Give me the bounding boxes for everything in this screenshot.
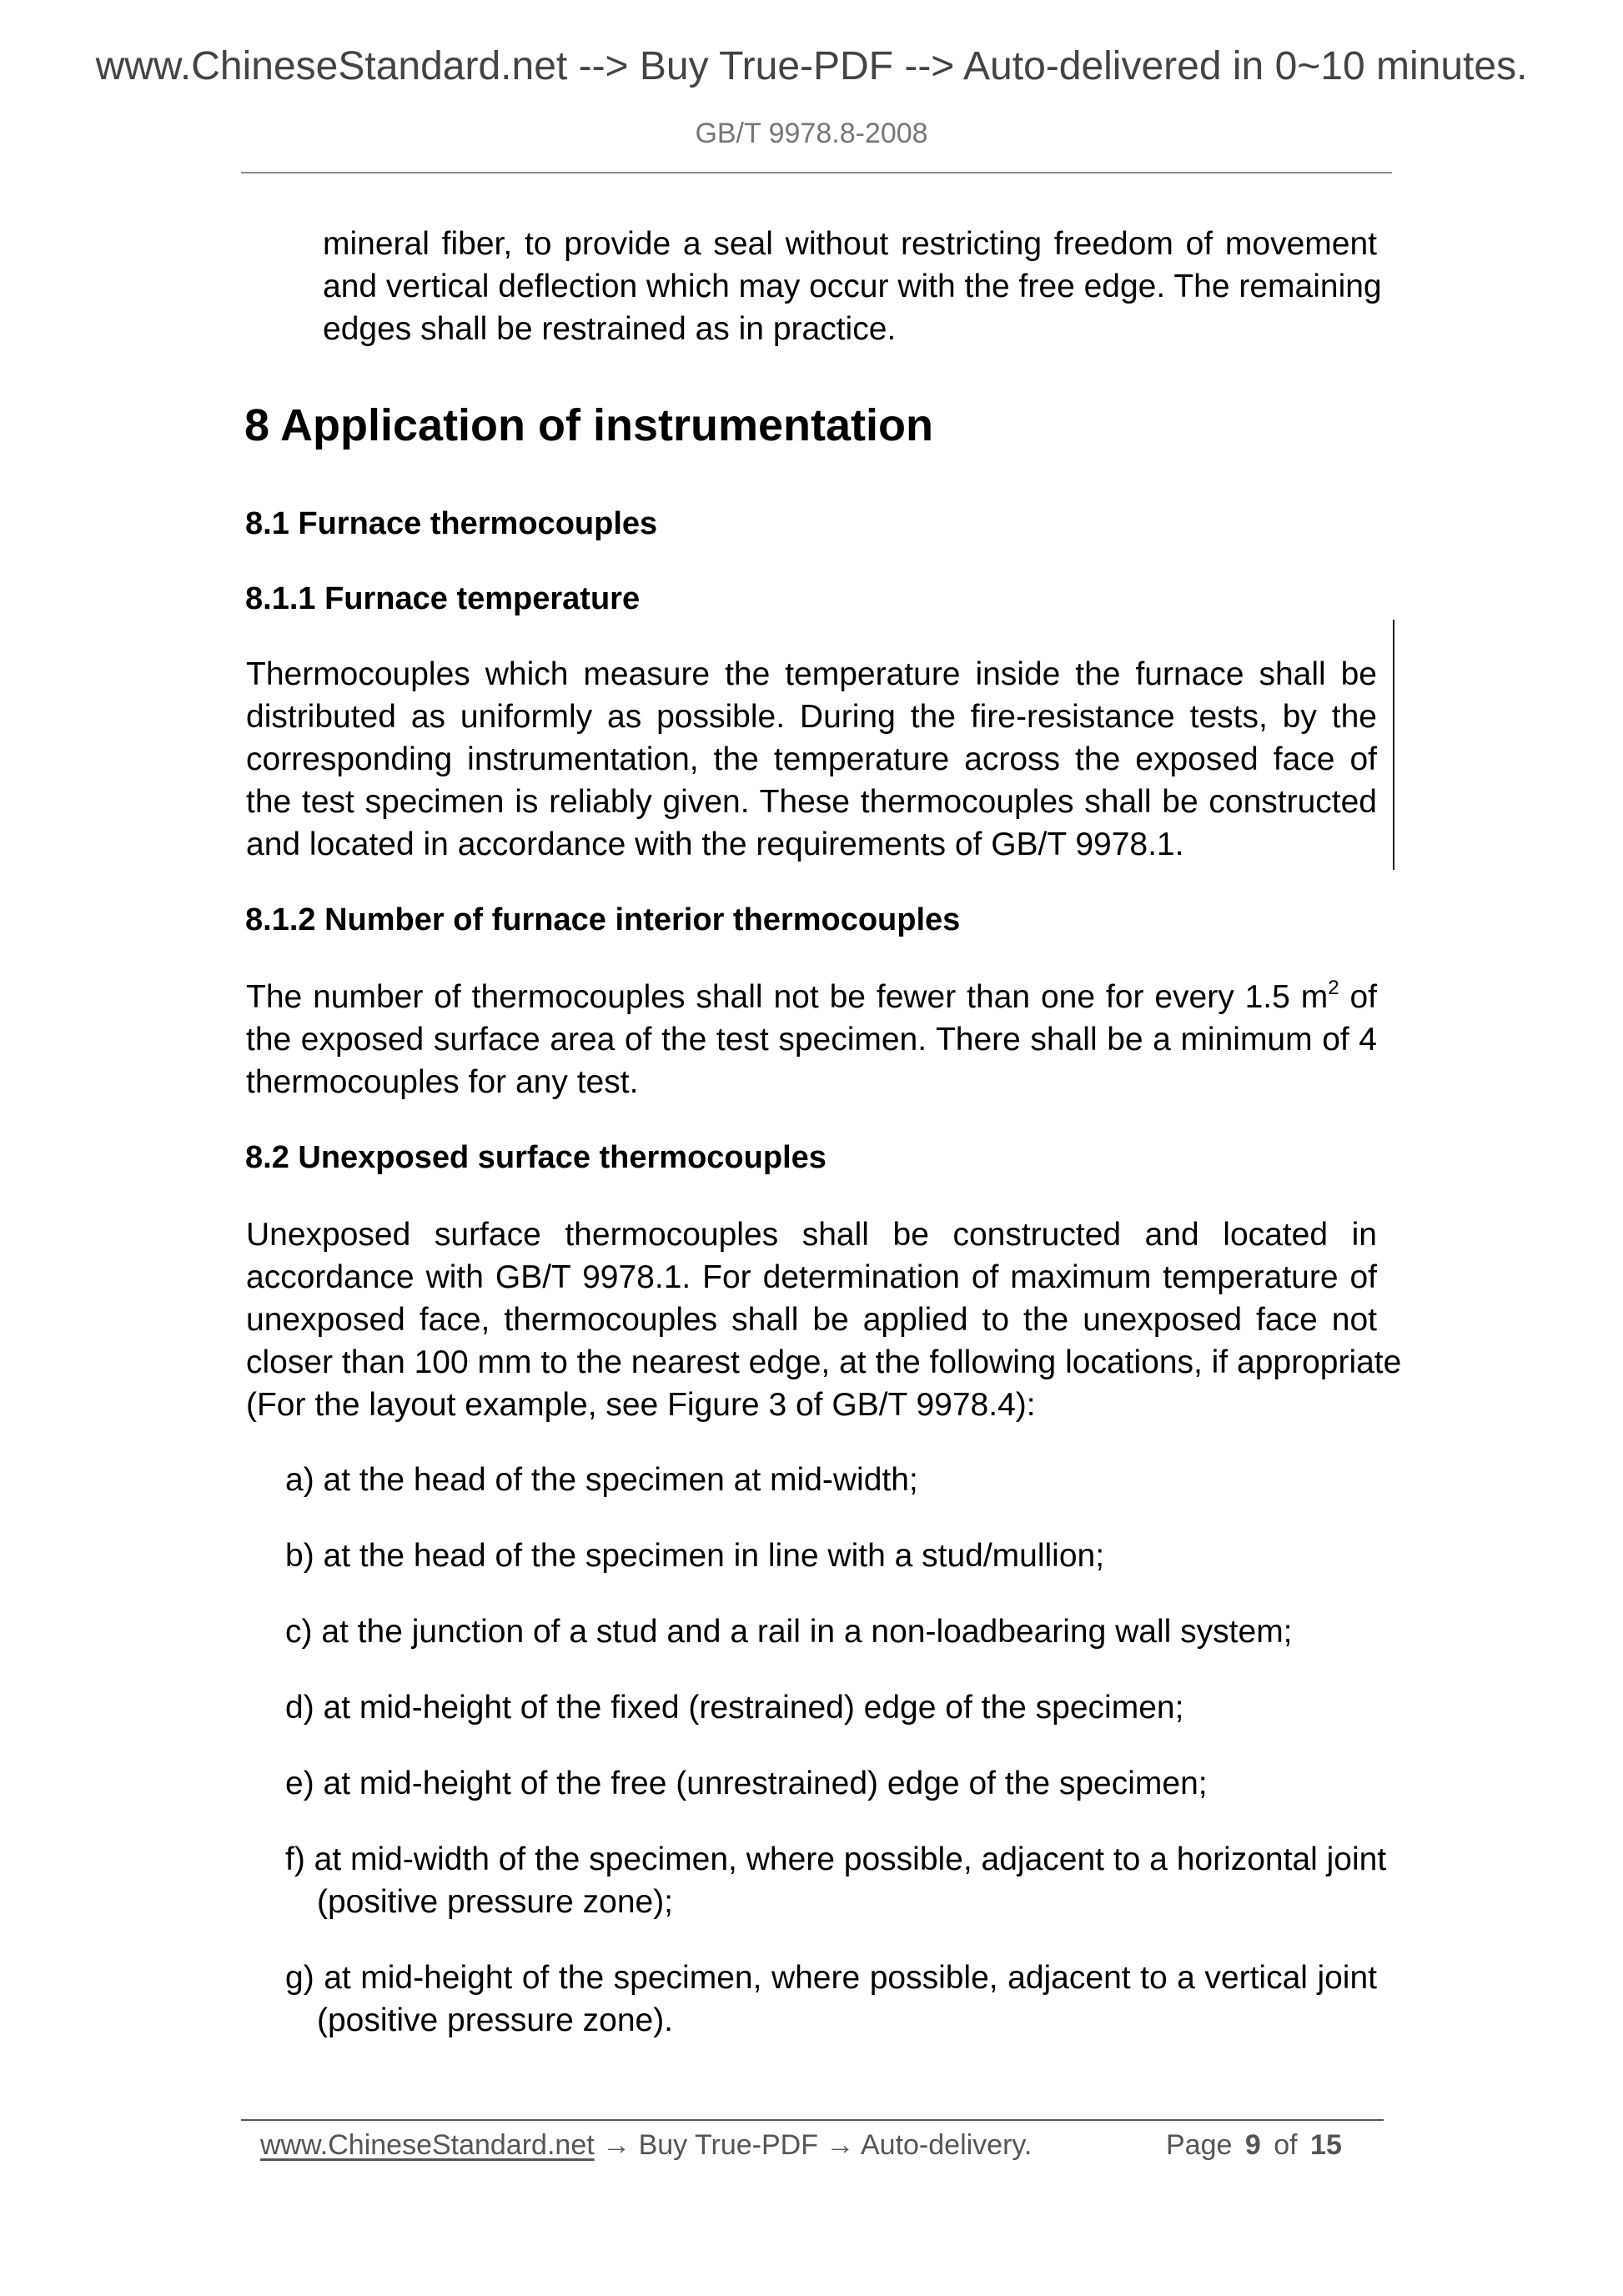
- text-line: distributed as uniformly as possible. During the fire-resistance tests, by the: [246, 699, 1377, 735]
- section-heading-8-1-1: 8.1.1 Furnace temperature: [245, 581, 641, 616]
- footer-divider: [241, 2119, 1384, 2121]
- footer-site-link[interactable]: www.ChineseStandard.net: [260, 2129, 595, 2161]
- superscript: 2: [1328, 977, 1339, 999]
- text-line: and vertical deflection which may occur with the free edge. The remaining: [323, 269, 1382, 304]
- list-item-g: g) at mid-height of the specimen, where possible, adjacent to a vertical joint (positive pressure zone).: [285, 1960, 1377, 2038]
- list-item-e: e) at mid-height of the free (unrestrained) edge of the specimen;: [285, 1766, 1208, 1801]
- list-item-f: f) at mid-width of the specimen, where possible, adjacent to a horizontal joint (positive pressure zone);: [285, 1841, 1387, 1920]
- page-total: 15: [1310, 2129, 1342, 2161]
- section-heading-8-1-2: 8.1.2 Number of furnace interior thermocouples: [245, 902, 961, 937]
- text-line: and located in accordance with the requirements of GB/T 9978.1.: [246, 826, 1184, 862]
- text-line: edges shall be restrained as in practice.: [323, 311, 897, 347]
- page-label: Page: [1166, 2129, 1233, 2161]
- text-line: mineral fiber, to provide a seal without restricting freedom of movement: [323, 226, 1377, 262]
- list-item-a: a) at the head of the specimen at mid-width;: [285, 1462, 918, 1498]
- list-item-c: c) at the junction of a stud and a rail in a non-loadbearing wall system;: [285, 1614, 1293, 1650]
- section-heading-8-1: 8.1 Furnace thermocouples: [245, 506, 658, 541]
- text-line: thermocouples for any test.: [246, 1064, 639, 1100]
- text-line: corresponding instrumentation, the temperature across the exposed face of: [246, 741, 1377, 777]
- text-line: accordance with GB/T 9978.1. For determination of maximum temperature of: [246, 1259, 1377, 1295]
- text-line: the exposed surface area of the test specimen. There shall be a minimum of 4: [246, 1022, 1377, 1058]
- revision-change-bar: [1393, 620, 1394, 870]
- list-item-d: d) at mid-height of the fixed (restrained) edge of the specimen;: [285, 1690, 1184, 1726]
- section-heading-8-2: 8.2 Unexposed surface thermocouples: [245, 1140, 827, 1175]
- page-of-label: of: [1274, 2129, 1298, 2161]
- text-line: (For the layout example, see Figure 3 of GB/T 9978.4):: [246, 1387, 1036, 1423]
- text-line: closer than 100 mm to the nearest edge, at the following locations, if appropriate: [246, 1344, 1402, 1380]
- header-divider: [241, 172, 1392, 173]
- text-line: The number of thermocouples shall not be fewer than one for every 1.5 $m^2$ of: [246, 977, 1377, 1015]
- text-line: unexposed face, thermocouples shall be applied to the unexposed face not: [246, 1302, 1377, 1338]
- section-heading-8: 8 Application of instrumentation: [244, 400, 934, 450]
- text-line: Unexposed surface thermocouples shall be constructed and located in: [246, 1217, 1377, 1253]
- text-line: Thermocouples which measure the temperature inside the furnace shall be: [246, 656, 1377, 692]
- page-current: 9: [1244, 2129, 1261, 2161]
- text-line: the test specimen is reliably given. These thermocouples shall be constructed: [246, 784, 1377, 820]
- standard-code: GB/T 9978.8-2008: [695, 118, 928, 149]
- paragraph-8-1-1: [246, 653, 1377, 866]
- intro-paragraph: [323, 223, 1382, 350]
- paragraph-8-1-2: [246, 976, 1377, 1103]
- top-banner: www.ChineseStandard.net --> Buy True-PDF --> Auto-delivered in 0~10 minutes.: [95, 44, 1528, 88]
- paragraph-8-2: [246, 1213, 1402, 1426]
- footer-tagline: → Buy True-PDF → Auto-delivery.: [594, 2129, 1033, 2161]
- footer-promo: [260, 2128, 1032, 2162]
- page-indicator: [1166, 2128, 1342, 2162]
- list-item-b: b) at the head of the specimen in line with a stud/mullion;: [285, 1538, 1105, 1574]
